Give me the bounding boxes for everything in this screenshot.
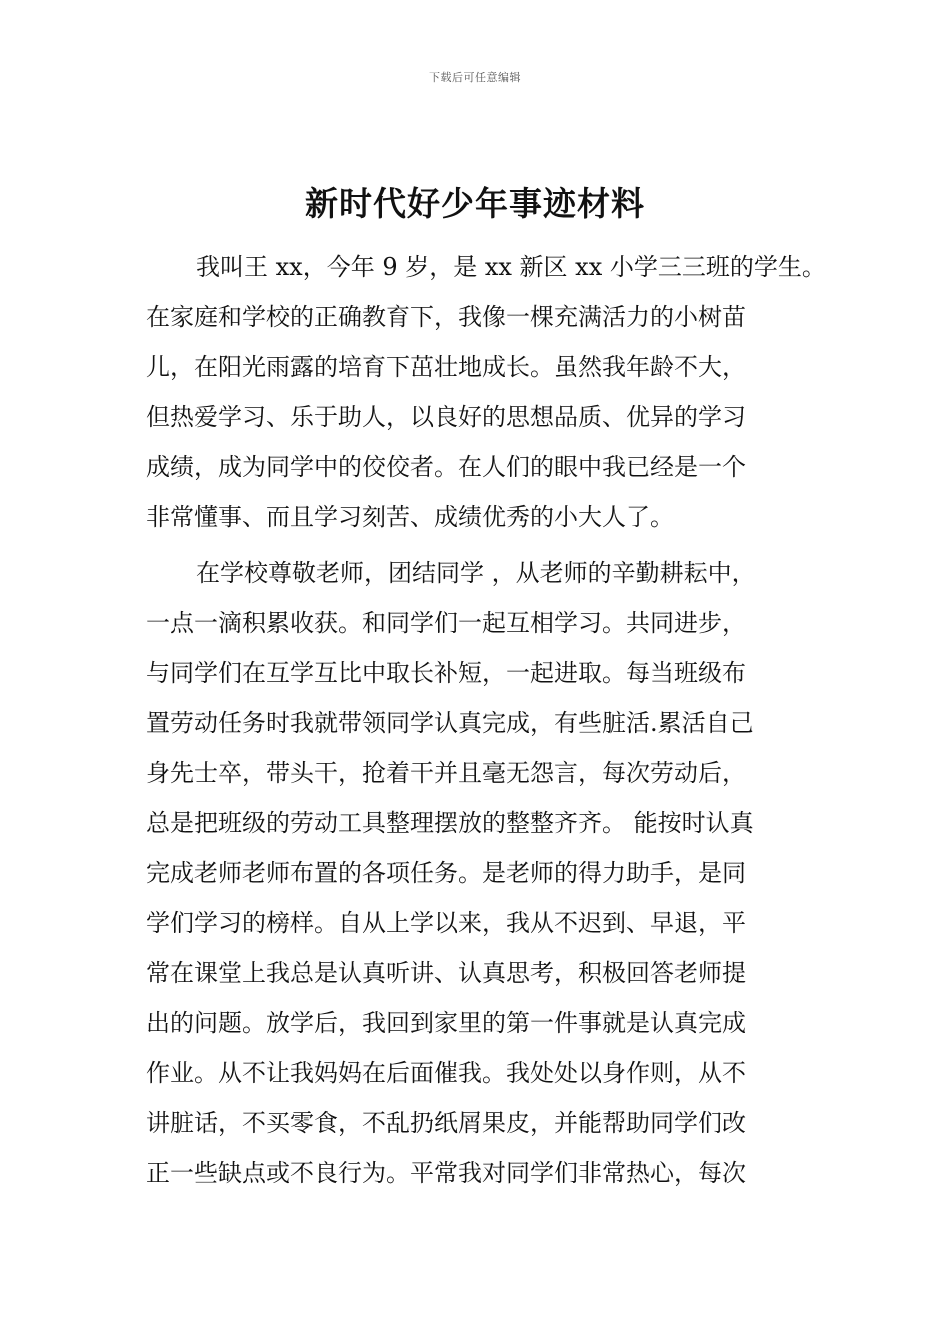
paragraph-1-line-5: 成绩，成为同学中的佼佼者。在人们的眼中我已经是一个 — [146, 453, 746, 481]
paragraph-2-line-12: 讲脏话，不买零食，不乱扔纸屑果皮，并能帮助同学们改 — [146, 1109, 746, 1137]
paragraph-2-line-3: 与同学们在互学互比中取长补短，一起进取。每当班级布 — [146, 659, 746, 687]
paragraph-2-line-10: 出的问题。放学后，我回到家里的第一件事就是认真完成 — [146, 1009, 746, 1037]
paragraph-2-line-2: 一点一滴积累收获。和同学们一起互相学习。共同进步， — [146, 609, 746, 637]
paragraph-2-line-8: 学们学习的榜样。自从上学以来，我从不迟到、早退，平 — [146, 909, 746, 937]
paragraph-2-line-1: 在学校尊敬老师，团结同学 ，从老师的辛勤耕耘中， — [196, 559, 756, 587]
document-title: 新时代好少年事迹材料 — [305, 184, 645, 223]
paragraph-2-line-13: 正一些缺点或不良行为。平常我对同学们非常热心，每次 — [146, 1159, 746, 1187]
paragraph-2-line-9: 常在课堂上我总是认真听讲、认真思考，积极回答老师提 — [146, 959, 746, 987]
paragraph-2-line-5: 身先士卒，带头干，抢着干并且毫无怨言，每次劳动后， — [146, 759, 746, 787]
paragraph-1-line-1: 我叫王 xx，今年 9 岁，是 xx 新区 xx 小学三三班的学生。 — [196, 253, 826, 281]
paragraph-2-line-4: 置劳动任务时我就带领同学认真完成，有些脏活.累活自己 — [146, 709, 754, 737]
paragraph-1-line-4: 但热爱学习、乐于助人，以良好的思想品质、优异的学习 — [146, 403, 746, 431]
header-note: 下载后可任意编辑 — [429, 71, 521, 84]
paragraph-1-line-2: 在家庭和学校的正确教育下，我像一棵充满活力的小树苗 — [146, 303, 746, 331]
paragraph-2-line-7: 完成老师老师布置的各项任务。是老师的得力助手，是同 — [146, 859, 746, 887]
paragraph-2-line-11: 作业。从不让我妈妈在后面催我。我处处以身作则，从不 — [146, 1059, 746, 1087]
paragraph-2-line-6: 总是把班级的劳动工具整理摆放的整整齐齐。 能按时认真 — [146, 809, 754, 837]
paragraph-1-line-3: 儿，在阳光雨露的培育下茁壮地成长。虽然我年龄不大， — [146, 353, 746, 381]
paragraph-1-line-6: 非常懂事、而且学习刻苦、成绩优秀的小大人了。 — [146, 503, 674, 531]
